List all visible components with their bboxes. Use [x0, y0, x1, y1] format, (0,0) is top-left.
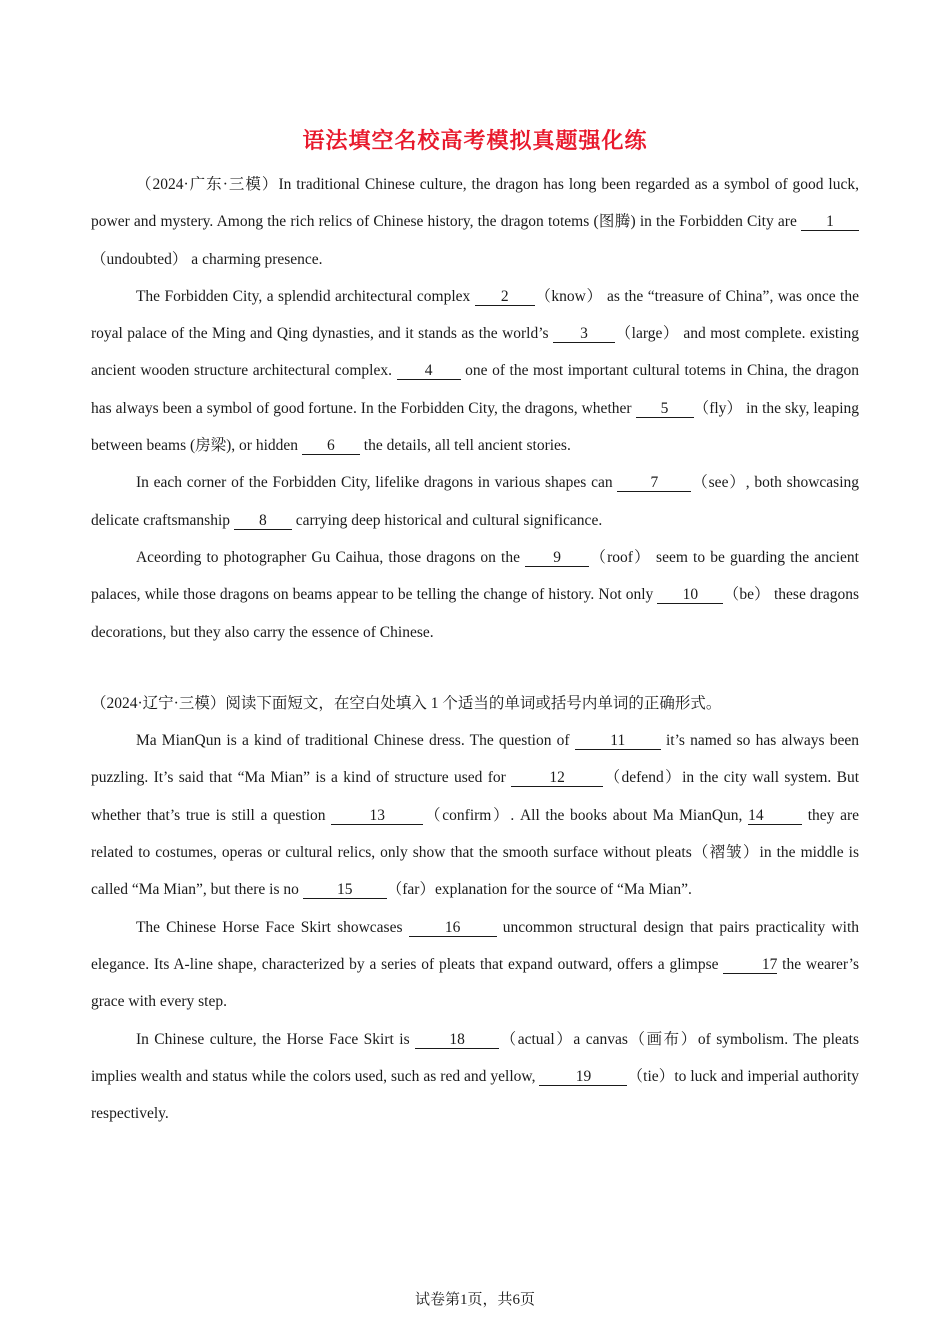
text: Ma MianQun is a kind of traditional Chinese dress. The question of: [135, 732, 575, 750]
text: （confirm）. All the books about Ma MianQun,: [423, 806, 749, 824]
passage-2-paragraph-3: [91, 1021, 859, 1133]
text: The Chinese Horse Face Skirt showcases: [135, 918, 409, 936]
blank-9[interactable]: 9: [525, 549, 589, 567]
text: （know） as the “treasure of China”, was once the royal palace of the Ming and Qing dynasties, and it stands as the world’s: [91, 287, 859, 343]
passage-1-paragraph-2: [91, 278, 859, 464]
text: it’s named so has always been puzzling. It’s said that “Ma Mian” is a kind of structure used for: [91, 732, 859, 787]
text: （be） these dragons decorations, but they also carry the essence of Chinese.: [91, 586, 859, 641]
text: （actual）a canvas（画布）of symbolism. The pleats implies wealth and status while the colors used, such as red and yellow,: [91, 1030, 859, 1085]
text: In Chinese culture, the Horse Face Skirt is: [135, 1030, 416, 1048]
blank-7[interactable]: 7: [617, 474, 691, 492]
blank-13[interactable]: 13: [331, 807, 423, 825]
text: （roof） seem to be guarding the ancient palaces, while those dragons on beams appear to be telling the change of history. Not only: [91, 548, 859, 604]
blank-14[interactable]: 14: [748, 807, 802, 825]
text: In each corner of the Forbidden City, lifelike dragons in various shapes can: [135, 474, 618, 492]
blank-10[interactable]: 10: [657, 586, 723, 604]
text: the wearer’s grace with every step.: [91, 955, 859, 1011]
passage-1-source: （2024·广东·三模）: [135, 176, 279, 193]
blank-15[interactable]: 15: [303, 881, 387, 899]
blank-3[interactable]: 3: [553, 325, 615, 343]
blank-18[interactable]: 18: [415, 1031, 499, 1049]
text: The Forbidden City, a splendid architectural complex: [135, 287, 475, 305]
blank-17[interactable]: 17: [723, 956, 777, 974]
passage-1-paragraph-1: [91, 166, 859, 278]
passage-1-paragraph-3: [91, 464, 859, 539]
text: Aceording to photographer Gu Caihua, those dragons on the: [135, 548, 526, 566]
blank-16[interactable]: 16: [409, 919, 497, 937]
blank-11[interactable]: 11: [575, 732, 661, 750]
blank-8[interactable]: 8: [234, 512, 292, 530]
blank-1[interactable]: 1: [801, 213, 859, 231]
text: uncommon structural design that pairs practicality with elegance. Its A-line shape, characterized by a series of pleats that expand outward, offers a glimpse: [91, 918, 860, 973]
text: （see）, both showcasing delicate craftsmanship: [91, 474, 860, 529]
text: In traditional Chinese culture, the dragon has long been regarded as a symbol of good luck, power and mystery. Among the rich relics of Chinese history, the dragon totems (图腾) in the Forbidden City are: [91, 176, 859, 231]
worksheet-body: [91, 166, 859, 1132]
text: （undoubted） a charming presence.: [91, 250, 323, 268]
passage-2-paragraph-2: [91, 909, 859, 1021]
text: （tie）to luck and imperial authority respectively.: [91, 1067, 859, 1123]
text: the details, all tell ancient stories.: [359, 437, 571, 455]
passage-2-paragraph-1: [91, 722, 859, 908]
text: carrying deep historical and cultural significance.: [291, 511, 603, 529]
page-title: 语法填空名校高考模拟真题强化练: [302, 128, 648, 154]
blank-4[interactable]: 4: [397, 362, 461, 380]
text: （far）explanation for the source of “Ma Mian”.: [386, 881, 692, 899]
text: one of the most important cultural totems in China, the dragon has always been a symbol of good fortune. In the Forbidden City, the dragons, whether: [91, 362, 859, 417]
blank-2[interactable]: 2: [475, 288, 535, 306]
text: （defend）in the city wall system. But whether that’s true is still a question: [91, 769, 859, 824]
text: （large） and most complete. existing ancient wooden structure architectural complex.: [91, 325, 859, 380]
blank-5[interactable]: 5: [636, 400, 694, 418]
blank-6[interactable]: 6: [302, 437, 360, 455]
page-footer: 试卷第1页，共6页: [414, 1292, 535, 1308]
blank-19[interactable]: 19: [539, 1068, 627, 1086]
text: they are related to costumes, operas or cultural relics, only show that the smooth surface without pleats（褶皱）in the middle is called “Ma Mian”, but there is no: [91, 806, 860, 899]
passage-2-source: （2024·辽宁·三模）阅读下面短文，在空白处填入 1 个适当的单词或括号内单词的正确形式。: [91, 694, 722, 712]
section-gap: [91, 651, 859, 685]
text: （fly） in the sky, leaping between beams (房梁), or hidden: [91, 399, 859, 455]
blank-12[interactable]: 12: [511, 769, 603, 787]
passage-1-paragraph-4: [91, 539, 859, 651]
